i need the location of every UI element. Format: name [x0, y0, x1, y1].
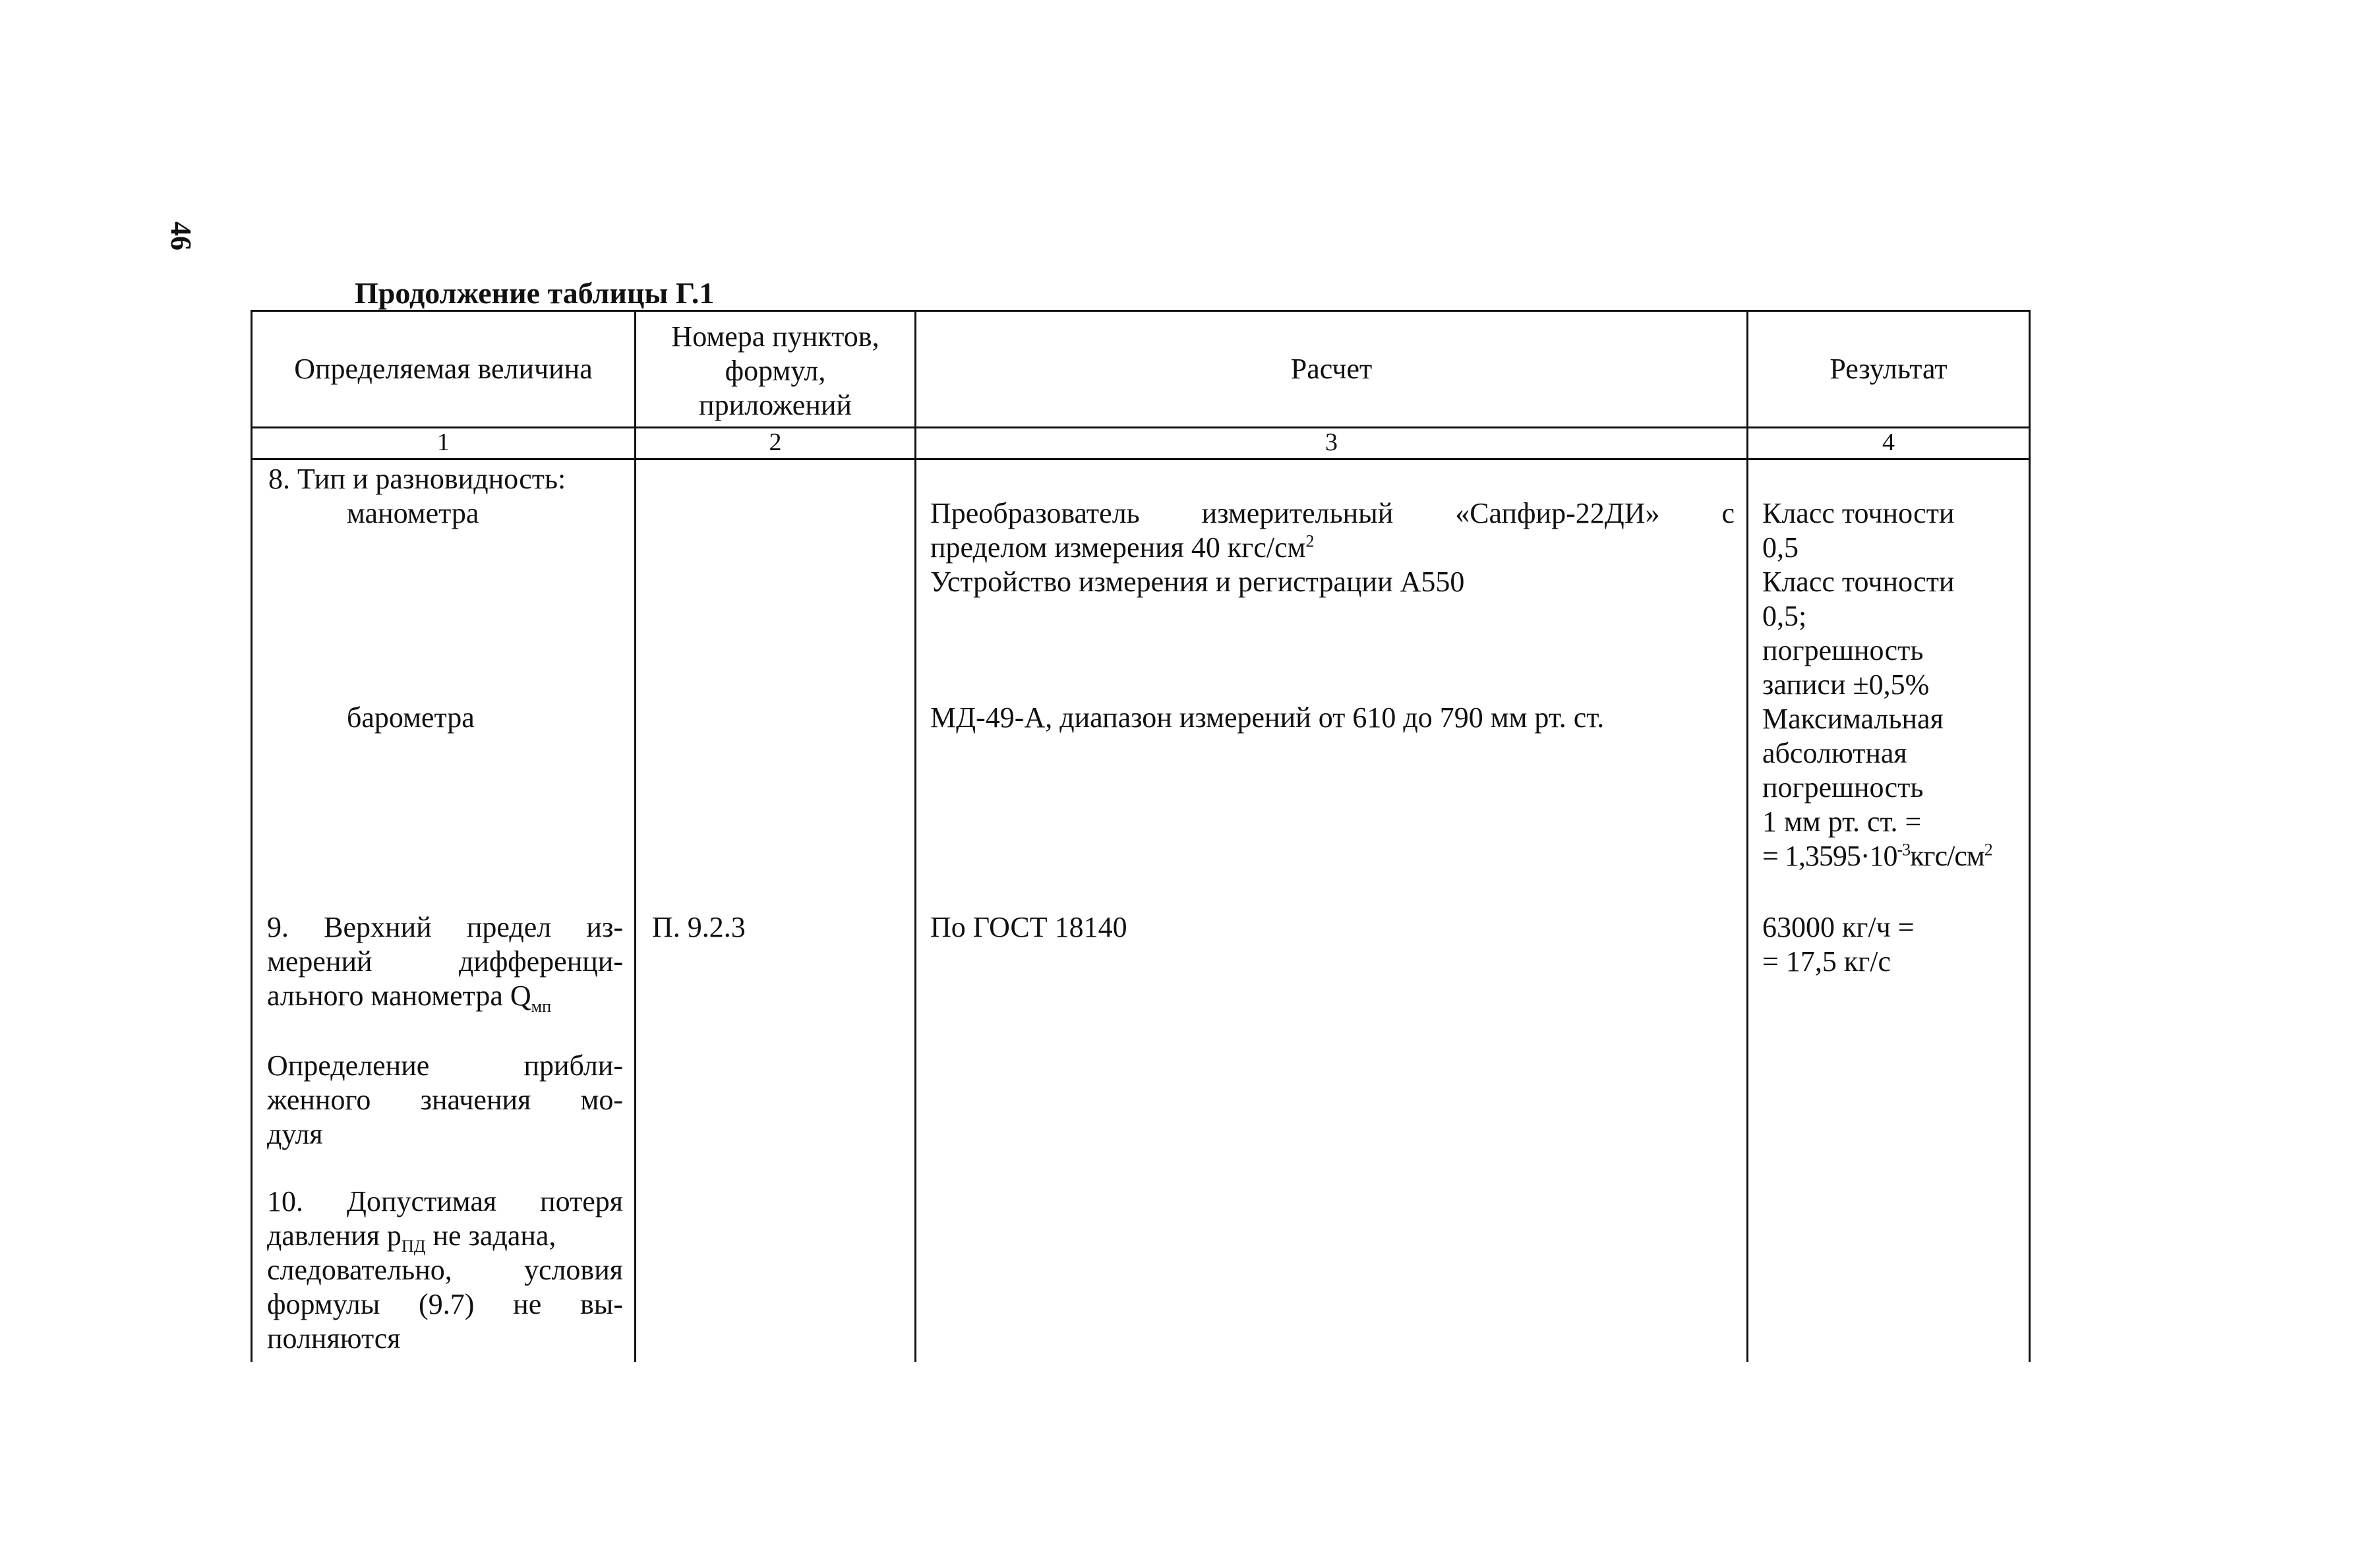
row9-label: 9. Верхний предел из- мерений дифференци- ального манометра $Q_{мп}$	[267, 911, 623, 1016]
row8-manometer-calc: Преобразователь измерительный «Сапфир-22ДИ» с пределом измерения 40 кгс/$см^2$ Устройство измерения и регистрации А550	[930, 497, 1735, 598]
row8-manometer-label: манометра	[347, 497, 479, 529]
row10-label: 10. Допустимая потеря давления $p_{ПД}$ не задана, следовательно, условия формулы (9.7) не вы- полняются	[267, 1185, 623, 1355]
header-col2: Номера пунктов, формул, приложений	[671, 320, 879, 421]
row9-reference: П. 9.2.3	[652, 911, 746, 943]
table	[251, 310, 2031, 1362]
column-number: 2	[769, 428, 782, 456]
page-number: 46	[165, 221, 197, 250]
header-col4: Результат	[1830, 353, 1948, 385]
row9-calc: По ГОСТ 18140	[930, 911, 1127, 943]
column-number: 4	[1882, 428, 1895, 456]
column-divider	[1746, 312, 1748, 1362]
column-number: 1	[437, 428, 450, 456]
table-caption: Продолжение таблицы Г.1	[355, 276, 715, 310]
column-divider	[914, 312, 916, 1362]
row8-manometer-result: Класс точности 0,5 Класс точности 0,5; погрешность записи ±0,5%	[1762, 497, 1955, 701]
numbers-divider	[253, 458, 2029, 460]
header-col3: Расчет	[1290, 353, 1373, 385]
module-label: Определение прибли- женного значения мо- дуля	[267, 1049, 623, 1150]
row8-barometer-result: Максимальная абсолютная погрешность 1 мм рт. ст. = = $1,3595\cdot 10^{-3}кгс/см^2$	[1762, 703, 1992, 872]
column-divider	[634, 312, 636, 1362]
row8-barometer-label: барометра	[347, 701, 475, 734]
row8-title: 8. Тип и разновидность:	[268, 463, 566, 495]
header-col1: Определяемая величина	[294, 353, 593, 385]
row9-result: 63000 кг/ч = = 17,5 кг/с	[1762, 911, 1915, 978]
row8-barometer-calc: МД-49-А, диапазон измерений от 610 до 790 мм рт. ст.	[930, 701, 1605, 734]
column-number: 3	[1325, 428, 1338, 456]
